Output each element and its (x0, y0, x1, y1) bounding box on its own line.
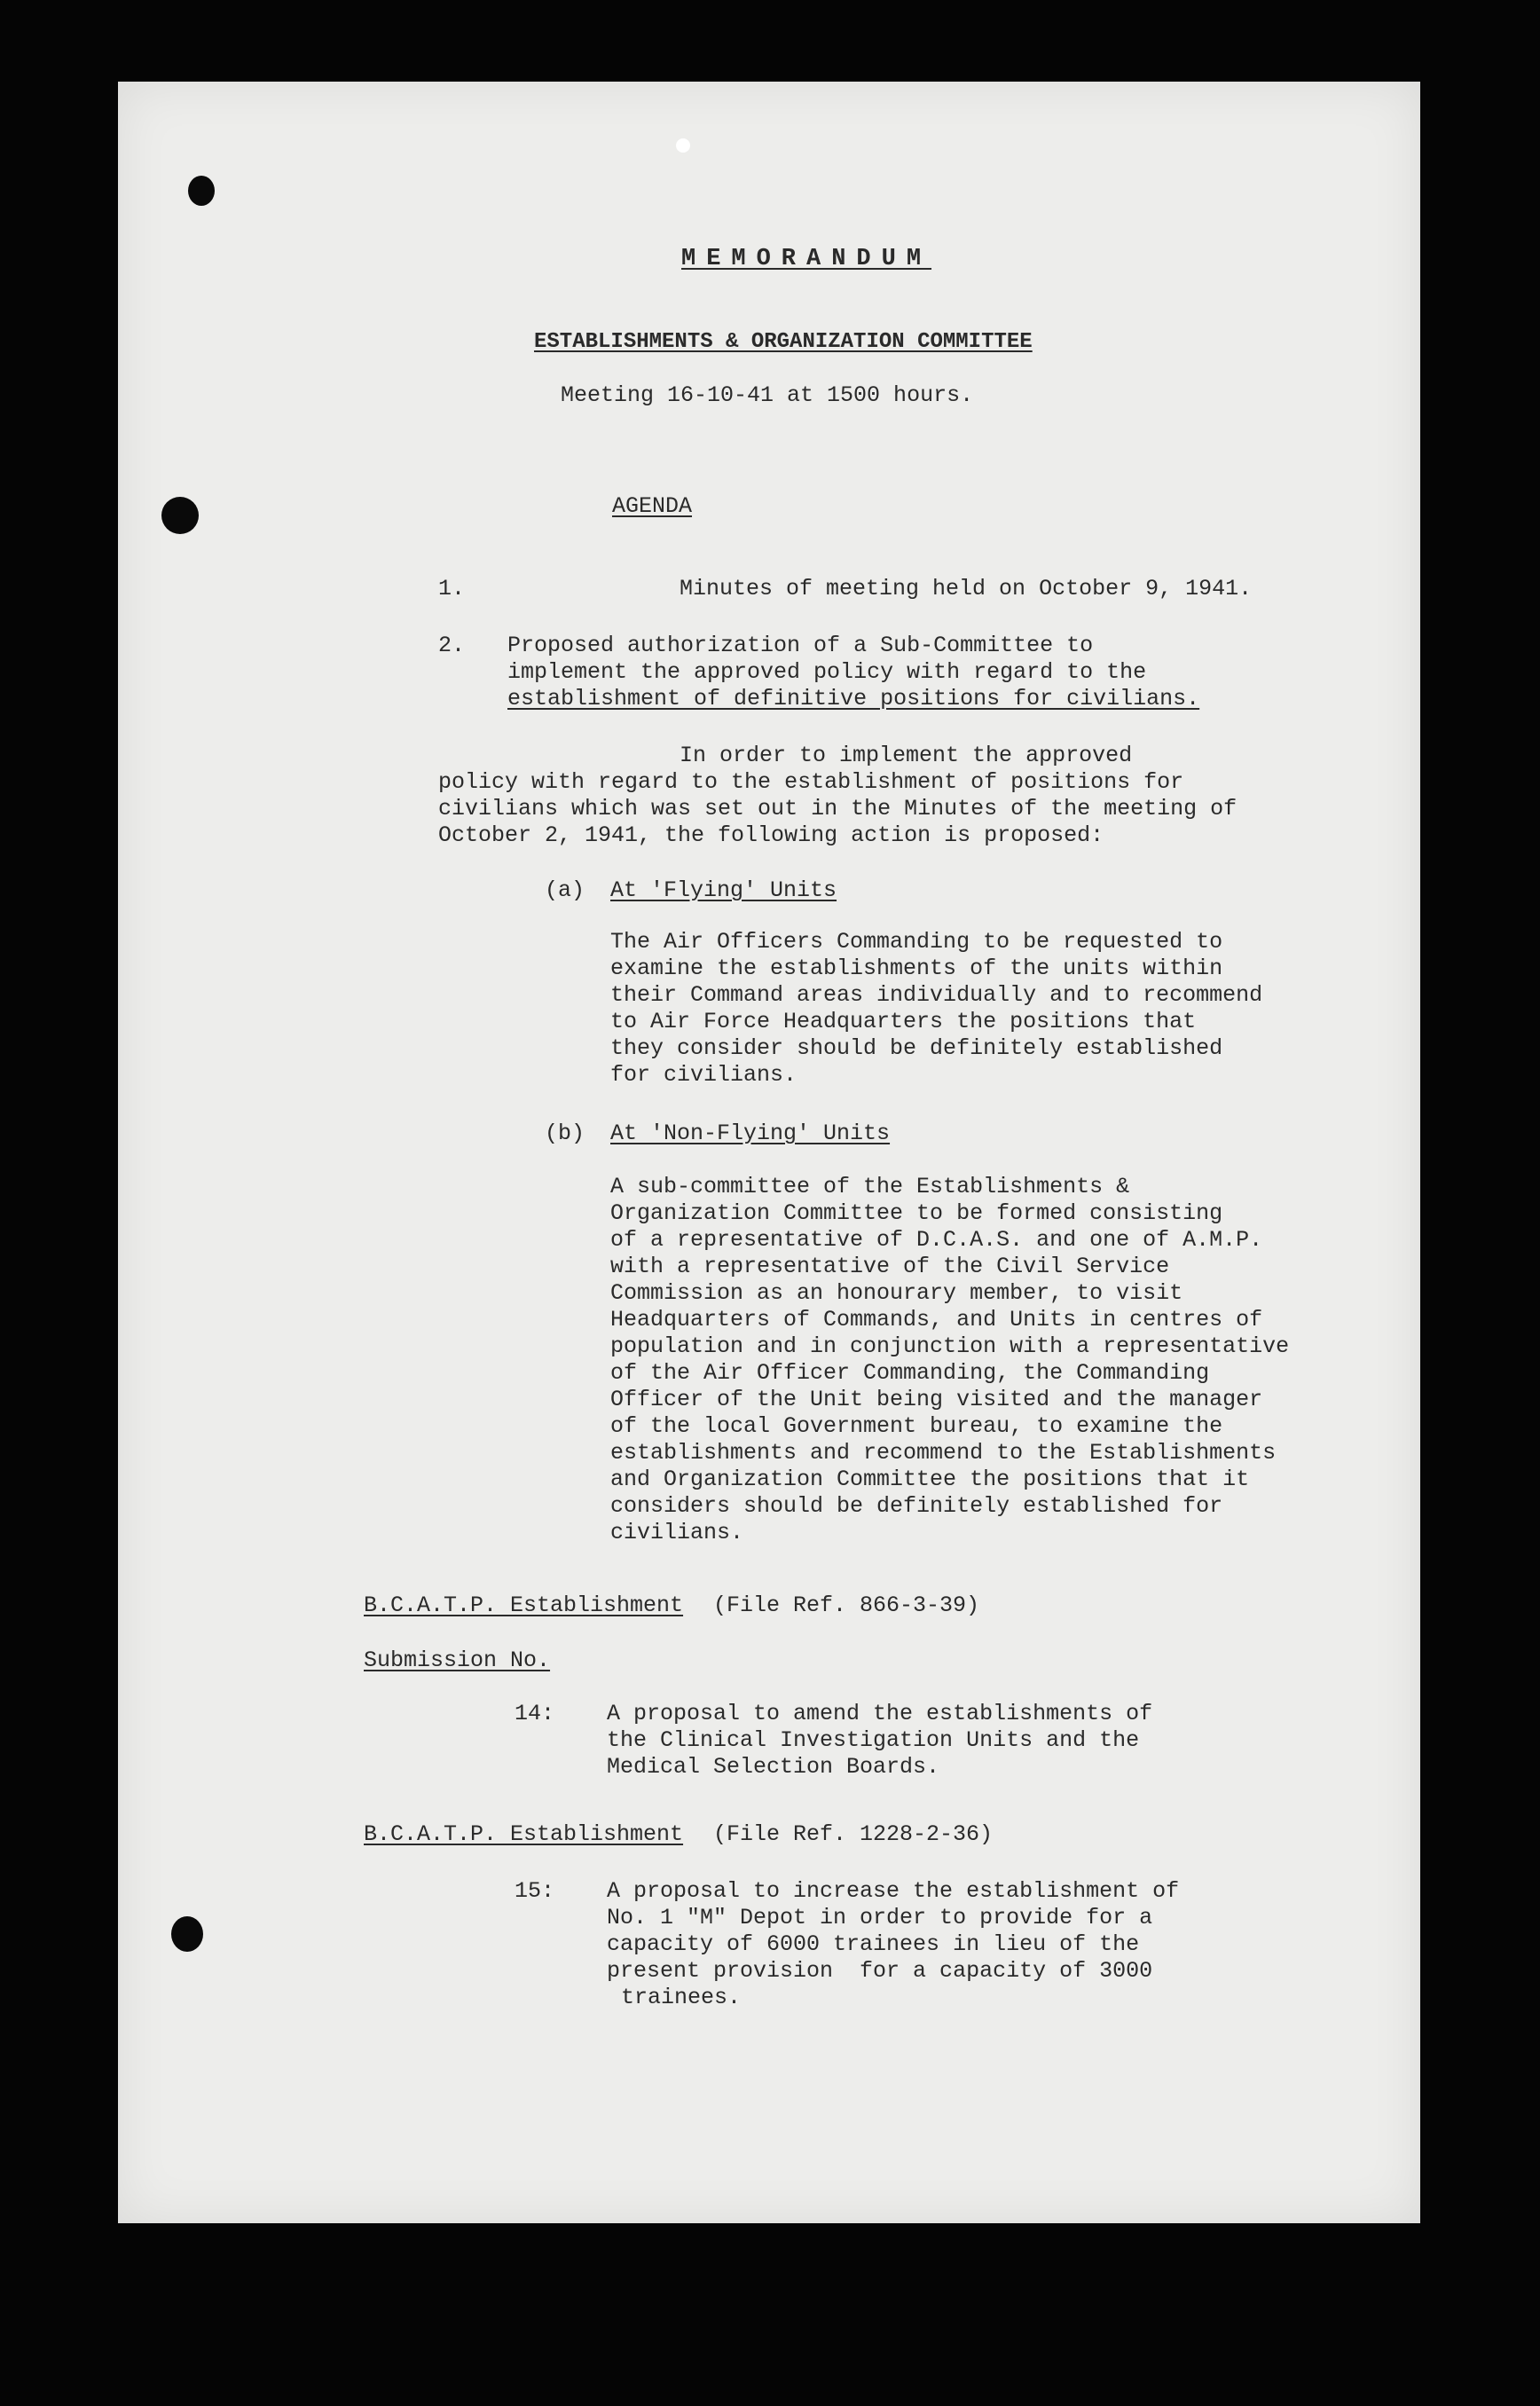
item-2-line: Proposed authorization of a Sub-Committee to (507, 633, 1094, 658)
section-2-file-ref: (File Ref. 1228-2-36) (713, 1821, 994, 1847)
submission-14-line: A proposal to amend the establishments of (607, 1701, 1153, 1726)
item-2-para-line: civilians which was set out in the Minutes of the meeting of (438, 796, 1238, 822)
sub-a-label: (a) (545, 877, 585, 903)
sub-b-line: population and in conjunction with a representative (610, 1333, 1290, 1359)
punch-hole-mark (188, 176, 215, 206)
submission-15-line: trainees. (621, 1985, 742, 2010)
sub-b-line: with a representative of the Civil Service (610, 1254, 1170, 1279)
sub-b-line: considers should be definitely established for (610, 1493, 1223, 1519)
submission-15-line: No. 1 "M" Depot in order to provide for a (607, 1905, 1153, 1930)
section-2-heading: B.C.A.T.P. Establishment (364, 1821, 684, 1847)
sub-b-line: of the Air Officer Commanding, the Commanding (610, 1360, 1210, 1386)
paper-speck (676, 138, 690, 153)
agenda-heading: AGENDA (612, 493, 693, 519)
sub-b-line: establishments and recommend to the Establishments (610, 1440, 1277, 1466)
sub-a-line: their Command areas individually and to recommend (610, 982, 1263, 1008)
sub-a-line: they consider should be definitely established (610, 1035, 1223, 1061)
sub-a-line: to Air Force Headquarters the positions that (610, 1009, 1197, 1034)
submission-15-number: 15: (515, 1878, 555, 1904)
meeting-line: Meeting 16-10-41 at 1500 hours. (561, 382, 974, 408)
item-2-line: implement the approved policy with regard to the (507, 659, 1147, 685)
item-2-para-line: In order to implement the approved (680, 743, 1133, 768)
sub-b-line: of a representative of D.C.A.S. and one of A.M.P. (610, 1227, 1263, 1253)
submission-15-line: capacity of 6000 trainees in lieu of the (607, 1931, 1140, 1957)
sub-b-line: Officer of the Unit being visited and the manager (610, 1387, 1263, 1412)
sub-a-heading: At 'Flying' Units (610, 877, 837, 903)
sub-b-line: Headquarters of Commands, and Units in centres of (610, 1307, 1263, 1333)
memo-title: MEMORANDUM (681, 246, 932, 272)
item-2-line: establishment of definitive positions for civilians. (507, 686, 1200, 712)
item-1-number: 1. (438, 576, 466, 602)
sub-b-line: civilians. (610, 1520, 744, 1545)
item-1-text: Minutes of meeting held on October 9, 1941. (680, 576, 1253, 602)
item-2-para-line: October 2, 1941, the following action is proposed: (438, 822, 1104, 848)
submission-15-line: A proposal to increase the establishment of (607, 1878, 1180, 1904)
submission-14-line: the Clinical Investigation Units and the (607, 1727, 1140, 1753)
sub-b-line: Commission as an honourary member, to visit (610, 1280, 1183, 1306)
section-1-heading: B.C.A.T.P. Establishment (364, 1592, 684, 1618)
sub-b-line: of the local Government bureau, to examine the (610, 1413, 1223, 1439)
sub-a-line: The Air Officers Commanding to be requested to (610, 929, 1223, 955)
sub-b-line: and Organization Committee the positions that it (610, 1466, 1250, 1492)
item-2-number: 2. (438, 633, 466, 658)
ink-spot (161, 497, 199, 534)
committee-heading: ESTABLISHMENTS & ORGANIZATION COMMITTEE (534, 330, 1033, 354)
submission-14-line: Medical Selection Boards. (607, 1754, 940, 1780)
sub-b-heading: At 'Non-Flying' Units (610, 1120, 891, 1146)
section-1-file-ref: (File Ref. 866-3-39) (713, 1592, 980, 1618)
submission-heading: Submission No. (364, 1647, 551, 1673)
sub-b-line: A sub-committee of the Establishments & (610, 1174, 1130, 1199)
item-2-para-line: policy with regard to the establishment of positions for (438, 769, 1184, 795)
submission-15-line: present provision for a capacity of 3000 (607, 1958, 1153, 1984)
submission-14-number: 14: (515, 1701, 555, 1726)
sub-b-line: Organization Committee to be formed consisting (610, 1200, 1223, 1226)
ink-spot (171, 1916, 203, 1952)
sub-a-line: for civilians. (610, 1062, 798, 1088)
sub-a-line: examine the establishments of the units within (610, 955, 1223, 981)
sub-b-label: (b) (545, 1120, 585, 1146)
